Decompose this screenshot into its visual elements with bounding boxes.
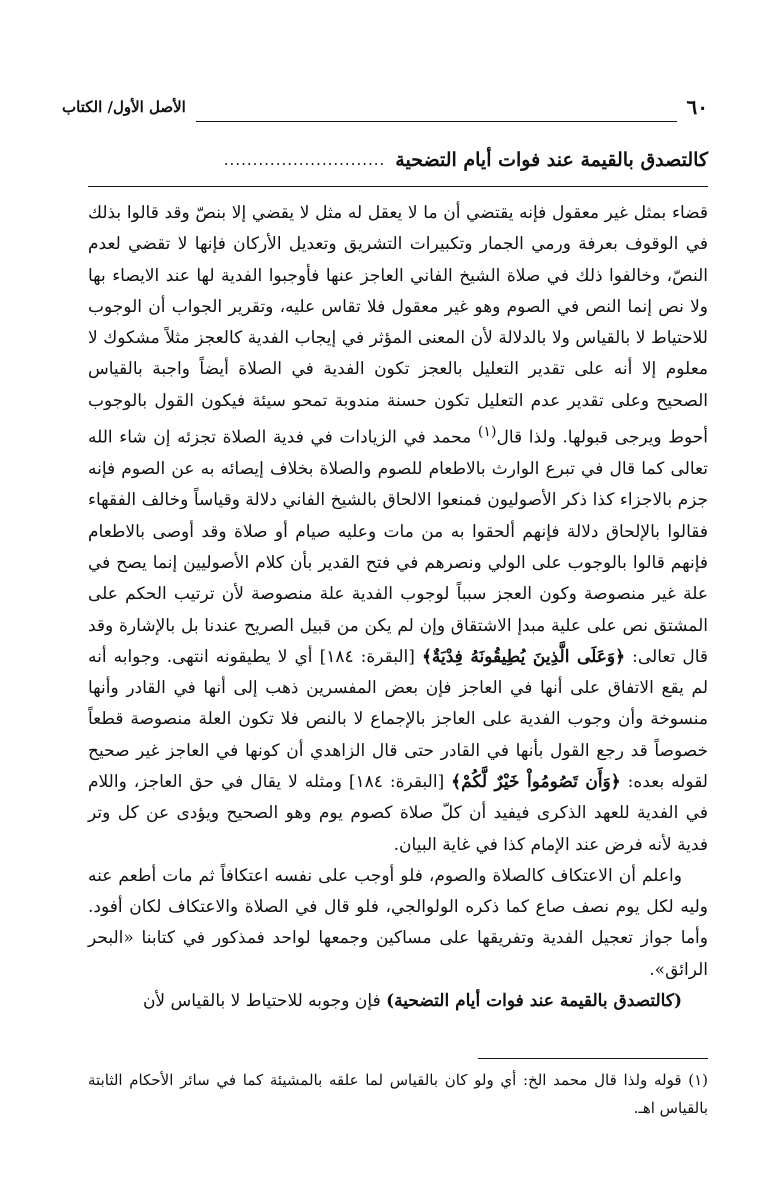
matn-line — [88, 142, 708, 178]
page-number: ٦٠ — [686, 95, 708, 119]
paragraph-2: واعلم أن الاعتكاف كالصلاة والصوم، فلو أوجب على نفسه اعتكافاً ثم مات أطعم عنه وليه لكل يوم نصف صاع كما ذكره الولوالجي، فلو قال في الصلاة والاعتكاف لكان أفود. وأما جواز تعجيل الفدية وتفريقها على مساكين وجمعها لواحد فمذكور في كتابنا «البحر الرائق». — [88, 865, 708, 980]
paragraph-1-part-b: محمد في الزيادات في فدية الصلاة تجزئه إن شاء الله تعالى كما قال في تبرع الوارث بالاطعام للصوم والصلاة بخلاف إيصائه به عن الصوم فإنه جزم بالاجزاء كذا ذكر الأصوليون فمنعوا الالحاق بالشيخ الفاني دلالة وقياساً وخالف الفقهاء فقالوا بالإلحاق دلالة فإنهم ألحقوا به من مات وعليه صيام أو صلاة وقد أوصى بالاطعام فإنهم قالوا بالوجوب على الولي ونصرهم في فتح القدير بأن كلام الأصوليين إنما يصح في علة غير منصوصة وكون العجز سبباً لوجوب الفدية علة منصوصة لأن ترتيب الحكم على المشتق نص على علية مبدإ الاشتقاق وإن لم يكن من قبيل الصريح عندنا بل بالإشارة وقد قال تعالى: — [88, 427, 708, 667]
matn-text: كالتصدق بالقيمة عند فوات أيام التضحية — [395, 149, 708, 171]
commentary-body — [88, 198, 708, 1017]
footnote-separator-rule — [478, 1058, 708, 1059]
quran-verse-2: ﴿وَأَن تَصُومُواْ خَيْرٌ لَّكُمْ﴾ — [451, 772, 621, 792]
header-rule — [196, 107, 677, 122]
running-title: الأصل الأول/ الكتاب — [62, 98, 186, 116]
paragraph-1-part-d: [البقرة: ١٨٤] ومثله لا يقال في حق العاجز، واللام في الفدية للعهد الذكرى فيفيد أن كلّ صلاة كصوم يوم وهو الصحيح ويؤدى عن كل وتر فدية لأنه فرض عند الإمام كذا في غاية البيان. — [88, 772, 708, 855]
footnote — [88, 1066, 708, 1122]
paragraph-3-rest: فإن وجوبه للاحتياط لا بالقياس لأن — [142, 991, 387, 1012]
paragraph-1-part-a: قضاء بمثل غير معقول فإنه يقتضي أن ما لا يعقل له مثل لا يقضي إلا بنصّ وقد قالوا بذلك في الوقوف بعرفة ورمي الجمار وتكبيرات التشريق وتعديل الأركان فإنها لا تقضي لعدم النصّ، وخالفوا ذلك في صلاة الشيخ الفاني العاجز عنها فأوجبوا الفدية لها عند الايصاء بها ولا نص إنما النص في الصوم وهو غير معقول فلا تقاس عليه، وتقرير الجواب أن الوجوب للاحتياط لا بالقياس ولا بالدلالة لأن المعنى المؤثر في إيجاب الفدية كالعجز مثلاً مشكوك لا معلوم إلا أنه على تقدير التعليل بالعجز تكون الفدية في الصلاة أيضاً واجبة بالقياس الصحيح وعلى تقدير عدم التعليل تكون حسنة مندوبة تمحو سيئة فيكون القول بالوجوب أحوط ويرجى قبولها. ولذا قال — [88, 203, 708, 448]
paragraph-1 — [88, 198, 708, 861]
footnote-reference: (١) — [477, 424, 497, 441]
matn-quote: (كالتصدق بالقيمة عند فوات أيام التضحية) — [386, 991, 682, 1012]
paragraph-1-part-c: [البقرة: ١٨٤] أي لا يطيقونه انتهى. وجوابه أنه لم يقع الاتفاق على أنها في العاجز فإن بعض المفسرين ذهب إلى أنها في القادر وأنها منسوخة وأن وجوب الفدية على العاجز بالإجماع لا بالنص فلا تكون العلة منصوصة قطعاً خصوصاً قد رجع القول بأنها في القادر حتى قال الزاهدي أن كونها في العاجز غير صحيح لقوله بعده: — [88, 646, 708, 792]
matn-dots: ............................ — [223, 151, 386, 169]
matn-separator-rule — [88, 186, 708, 187]
quran-verse-1: ﴿وَعَلَى الَّذِينَ يُطِيقُونَهُ فِدْيَةٌ﴾ — [421, 646, 626, 667]
footnote-text: (١) قوله ولذا قال محمد الخ: أي ولو كان بالقياس لما علقه بالمشيئة كما في سائر الأحكام الثابتة بالقياس اهـ. — [88, 1071, 708, 1117]
paragraph-3 — [88, 986, 708, 1017]
page-header — [62, 88, 708, 122]
